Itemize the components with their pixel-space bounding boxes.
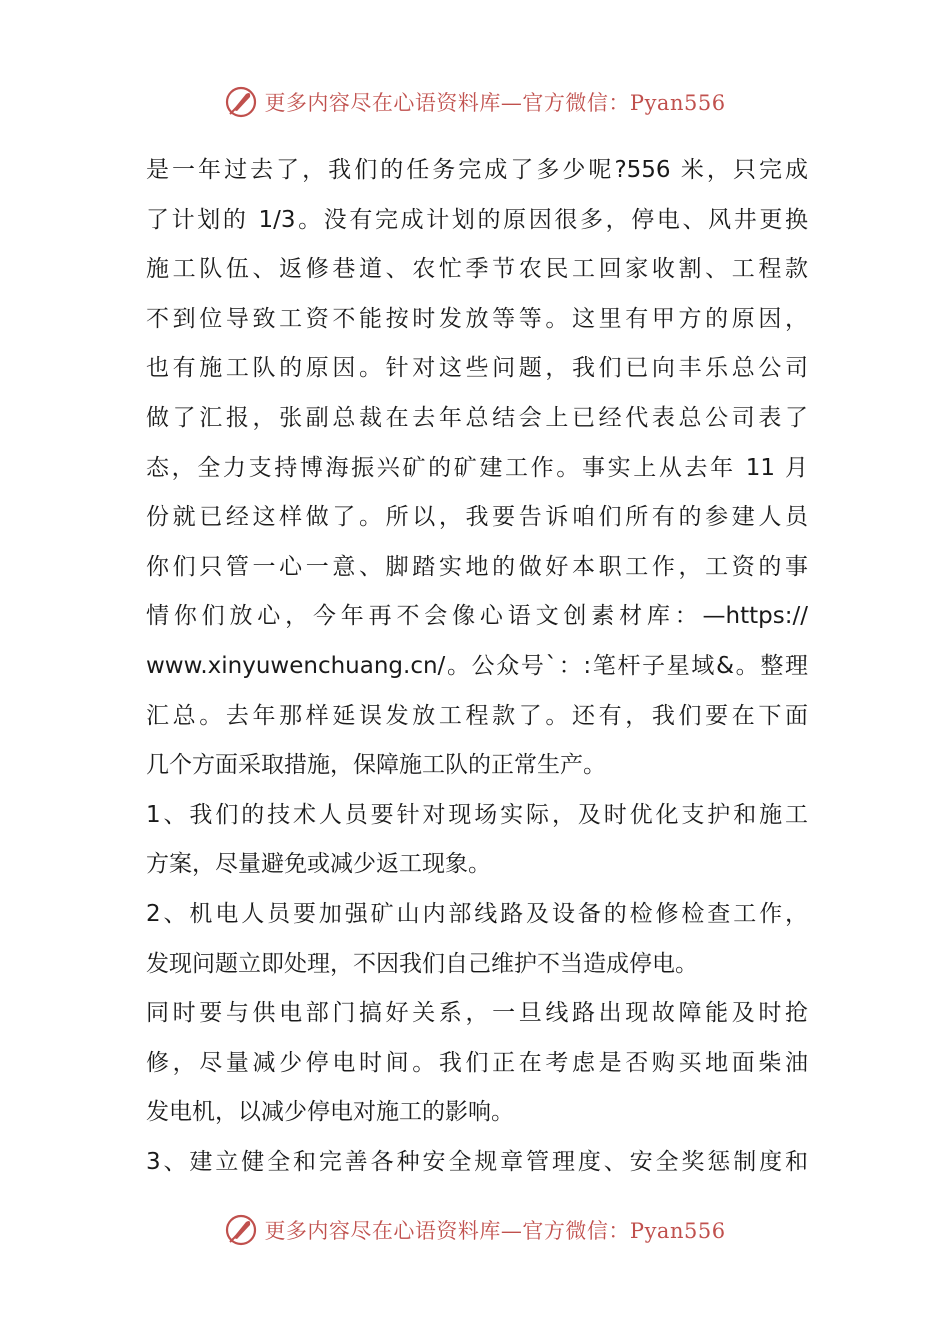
text-line: 2、机电人员要加强矿山内部线路及设备的检修检查工作， xyxy=(146,900,808,927)
text-line: 了计划的 1/3。没有完成计划的原因很多，停电、风井更换 xyxy=(146,206,808,233)
quill-logo-icon xyxy=(224,1213,258,1247)
text-line: 方案，尽量避免或减少返工现象。 xyxy=(146,851,491,878)
text-line: 情你们放心，今年再不会像心语文创素材库：—https:// xyxy=(146,603,808,630)
text-line: 做了汇报，张副总裁在去年总结会上已经代表总公司表了 xyxy=(146,404,808,431)
text-line: 几个方面采取措施，保障施工队的正常生产。 xyxy=(146,752,606,779)
text-line: 你们只管一心一意、脚踏实地的做好本职工作，工资的事 xyxy=(146,553,808,580)
footer-banner-text: 更多内容尽在心语资料库—官方微信：Pyan556 xyxy=(264,1219,726,1243)
text-line: 发电机，以减少停电对施工的影响。 xyxy=(146,1099,514,1126)
quill-logo-icon xyxy=(224,85,258,119)
text-line: 修，尽量减少停电时间。我们正在考虑是否购买地面柴油 xyxy=(146,1049,808,1076)
text-line: 施工队伍、返修巷道、农忙季节农民工回家收割、工程款 xyxy=(146,256,808,283)
text-line: 份就已经这样做了。所以，我要告诉咱们所有的参建人员 xyxy=(146,504,808,531)
text-line: 1、我们的技术人员要针对现场实际，及时优化支护和施工 xyxy=(146,801,808,828)
footer-banner xyxy=(0,1208,950,1252)
text-line: www.xinyuwenchuang.cn/。公众号`：:笔杆子星域&。整理 xyxy=(146,652,808,679)
text-line: 态，全力支持博海振兴矿的矿建工作。事实上从去年 11 月 xyxy=(146,454,808,481)
header-banner-text: 更多内容尽在心语资料库—官方微信：Pyan556 xyxy=(264,91,726,115)
document-body xyxy=(146,146,808,1187)
header-banner xyxy=(0,80,950,124)
text-line: 发现问题立即处理，不因我们自己维护不当造成停电。 xyxy=(146,950,698,977)
text-line: 不到位导致工资不能按时发放等等。这里有甲方的原因， xyxy=(146,305,808,332)
text-line: 汇总。去年那样延误发放工程款了。还有，我们要在下面 xyxy=(146,702,808,729)
text-line: 是一年过去了，我们的任务完成了多少呢?556 米，只完成 xyxy=(146,157,808,183)
text-line: 3、建立健全和完善各种安全规章管理度、安全奖惩制度和 xyxy=(146,1148,808,1175)
text-line: 也有施工队的原因。针对这些问题，我们已向丰乐总公司 xyxy=(146,355,808,382)
text-line: 同时要与供电部门搞好关系，一旦线路出现故障能及时抢 xyxy=(146,1000,808,1027)
